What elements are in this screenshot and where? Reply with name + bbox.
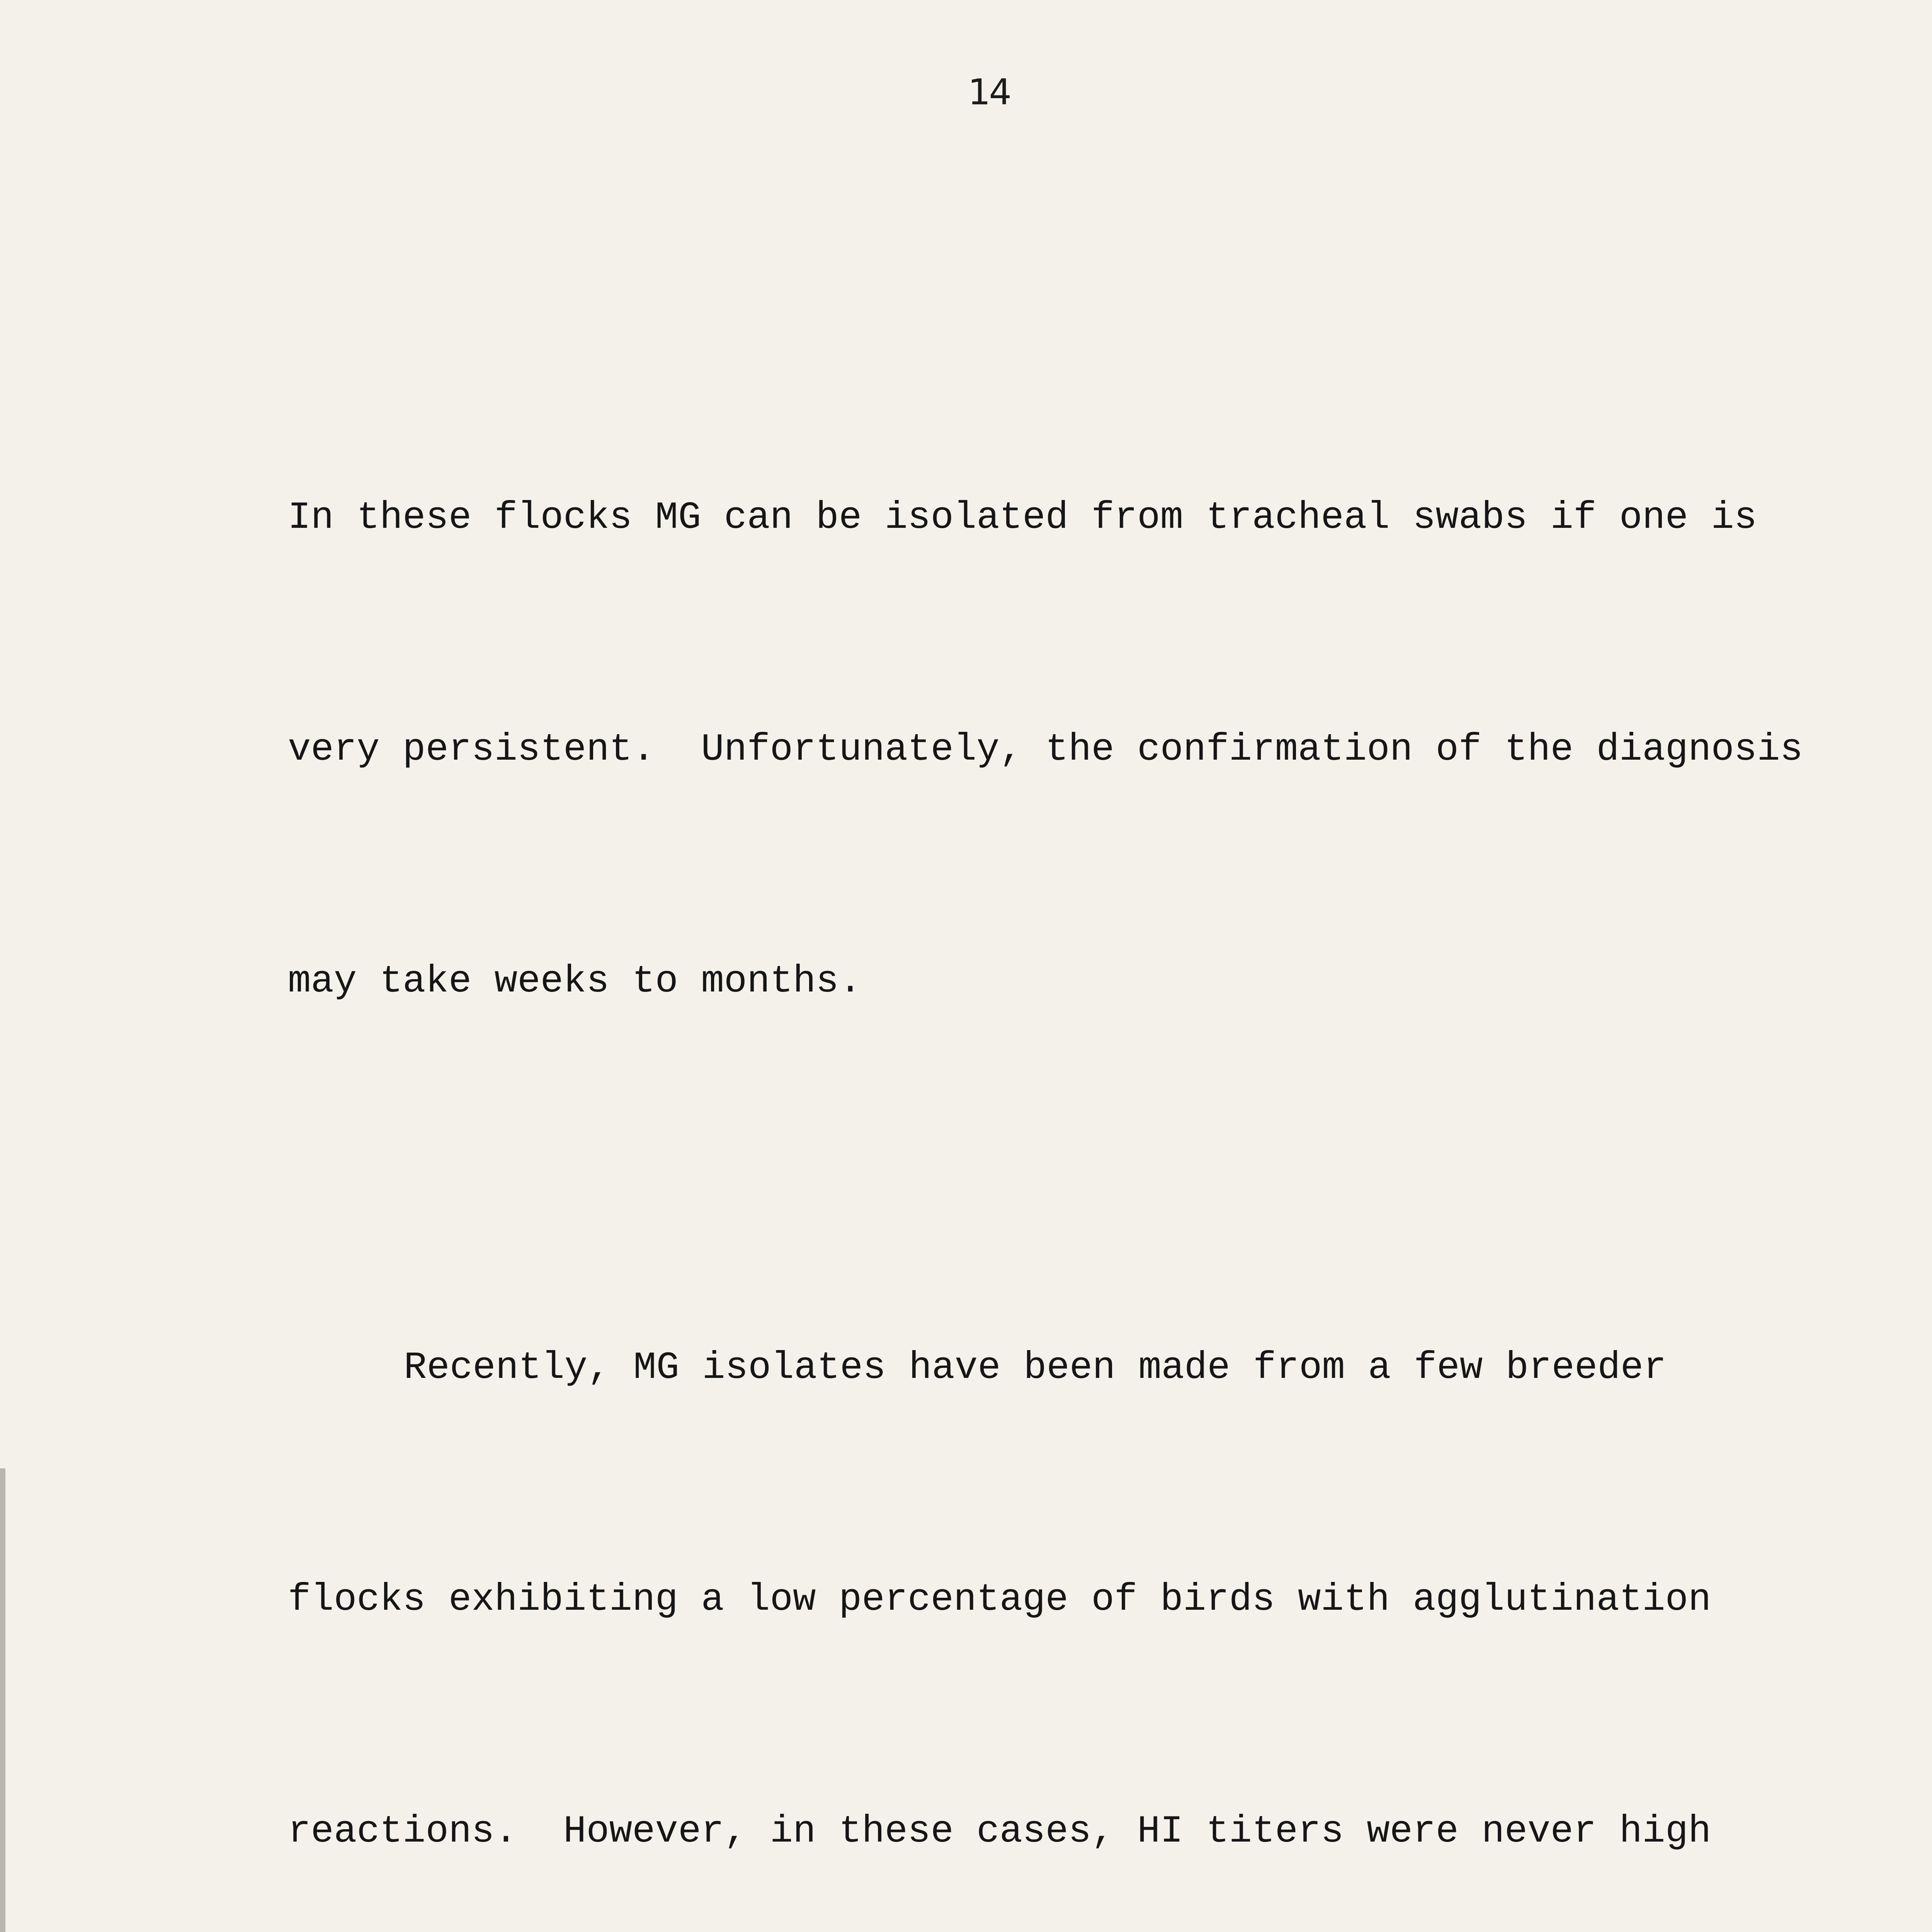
paragraph-2-line-3: reactions. However, in these cases, HI titers were never high (288, 1810, 1711, 1853)
paragraph-2-line-1: Recently, MG isolates have been made from a few breeder (404, 1346, 1667, 1389)
scan-edge-shadow (0, 1468, 5, 1932)
paragraph-1-line-2: very persistent. Unfortunately, the confirmation of the diagnosis (288, 728, 1803, 771)
page-number: 14 (968, 71, 1010, 113)
paragraph-2-line-2: flocks exhibiting a low percentage of birds with agglutination (288, 1578, 1711, 1621)
paragraph-1-line-1: In these flocks MG can be isolated from tracheal swabs if one is (288, 496, 1757, 539)
paragraph-1-line-3: may take weeks to months. (288, 960, 862, 1003)
document-body (288, 247, 1930, 1932)
